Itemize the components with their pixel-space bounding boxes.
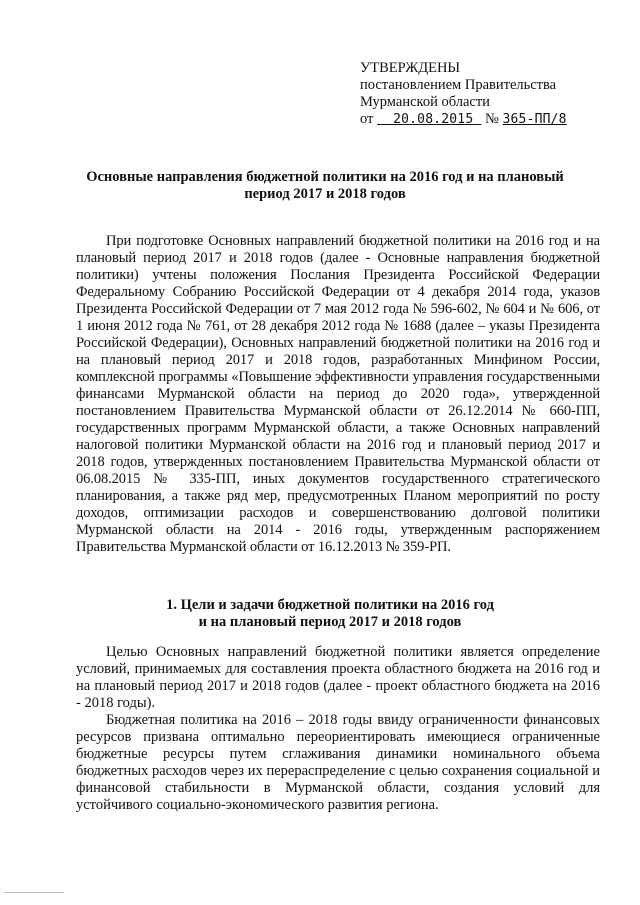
intro-paragraph: При подготовке Основных направлений бюджетной политики на 2016 год и на плановый период 2017 и 2018 годов (далее - Основные направления бюджетной политики) учтены положения Послания Президента Российской Федерации Федеральному Собранию Российской Федерации от 4 декабря 2014 года, указов Президента Российской Федерации от 7 мая 2012 года № 596-602, № 604 и № 606, от 1 июня 2012 года № 761, от 28 декабря 2012 года № 1688 (далее – указы Президента Российской Федерации), Основных направлений бюджетной политики на 2016 год и на плановый период 2017 и 2018 годов, разработанных Минфином России, комплексной программы «Повышение эффективности управления государственными финансами Мурманской области на период до 2020 года», утвержденной постановлением Правительства Мурманской области от 26.12.2014 № 660-ПП, государственных программ Мурманской области, а также Основных направлений налоговой политики Мурманской области на 2016 год и плановый период 2017 и 2018 годов, утвержденных постановлением Правительства Мурманской области от 06.08.2015 № 335-ПП, иных документов государственного стратегического планирования, а также ряд мер, предусмотренных Планом мероприятий по росту доходов, оптимизации расходов и совершенствованию долговой политики Мурманской области на 2014 - 2016 годы, утвержденным распоряжением Правительства Мурманской области от 16.12.2013 № 359-РП. xyxy=(76,233,600,555)
approval-number: 365-ПП/8 xyxy=(502,112,567,127)
section-1-paragraph-1: Целью Основных направлений бюджетной политики является определение условий, принимаемых для составления проекта областного бюджета на 2016 год и на плановый период 2017 и 2018 годов (далее - проект областного бюджета на 2016 - 2018 годы). xyxy=(76,644,600,711)
approval-number-sign: № xyxy=(485,111,499,127)
section-1-title-line-1: 1. Цели и задачи бюджетной политики на 2016 год xyxy=(166,597,494,613)
approval-date-line xyxy=(360,111,620,128)
approval-heading: УТВЕРЖДЕНЫ xyxy=(360,60,461,76)
document-title: Основные направления бюджетной политики на 2016 год и на плановый период 2017 и 2018 годов xyxy=(86,169,564,202)
section-1-title-line-2: и на плановый период 2017 и 2018 годов xyxy=(198,614,462,630)
approval-date-prefix: от xyxy=(360,111,374,127)
footer-divider xyxy=(4,892,64,893)
approval-block xyxy=(360,60,620,128)
approval-line-2: Мурманской области xyxy=(360,94,490,110)
approval-date: 20.08.2015 xyxy=(393,112,474,127)
section-1-paragraph-2: Бюджетная политика на 2016 – 2018 годы ввиду ограниченности финансовых ресурсов призвана оптимально переориентировать имеющиеся ограниченные бюджетные ресурсы путем сглаживания динамики номинального объема бюджетных расходов через их перераспределение с целью сохранения социальной и финансовой стабильности в Мурманской области, создания условий для устойчивого социально-экономического развития региона. xyxy=(76,712,600,813)
approval-line-1: постановлением Правительства xyxy=(360,77,557,93)
section-1-title xyxy=(80,597,580,631)
